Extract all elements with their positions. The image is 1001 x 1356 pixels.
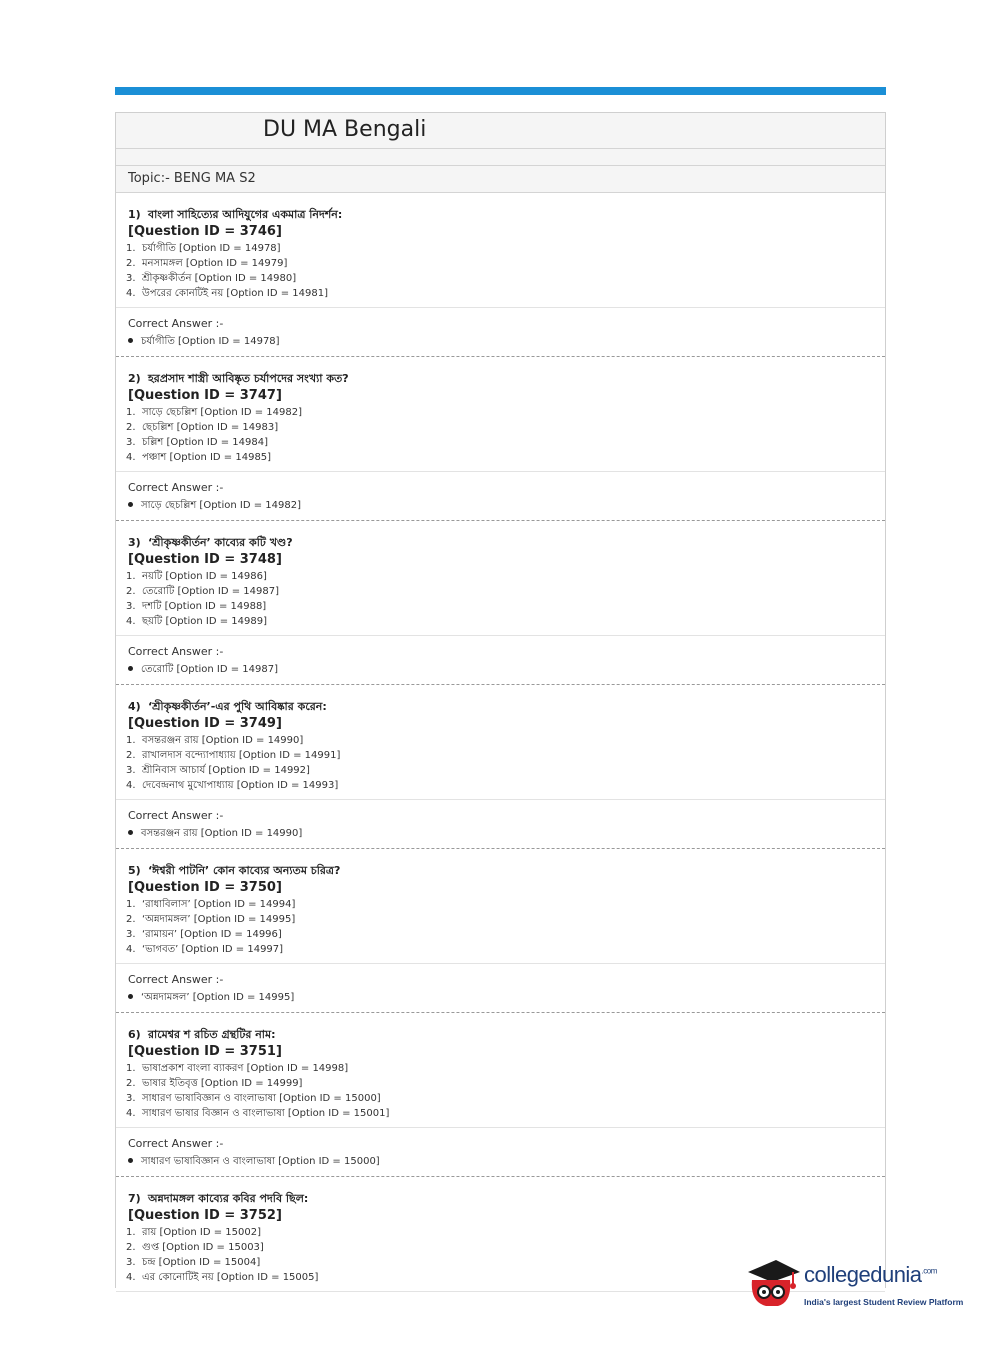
option-number: 4. [126, 1108, 136, 1119]
option-number: 4. [126, 616, 136, 627]
answer-section [116, 472, 885, 520]
question-number: 6) [128, 1028, 141, 1041]
option-number: 2. [126, 258, 136, 269]
option-number: 3. [126, 601, 136, 612]
option-item [128, 733, 873, 748]
correct-answer-text: সাধারণ ভাষাবিজ্ঞান ও বাংলাভাষা [Option ID = 15000] [141, 1156, 380, 1167]
option-list [128, 897, 873, 957]
option-list [128, 241, 873, 301]
question-id: [Question ID = 3746] [128, 224, 282, 239]
question-body [116, 521, 885, 636]
bullet-icon [128, 666, 133, 671]
option-number: 3. [126, 1093, 136, 1104]
option-item [128, 927, 873, 942]
option-item [128, 942, 873, 957]
bullet-icon [128, 994, 133, 999]
question-text [128, 1190, 873, 1207]
option-number: 2. [126, 586, 136, 597]
option-item [128, 778, 873, 793]
option-item [128, 748, 873, 763]
question-stem: ‘ঈশ্বরী পাটনি’ কোন কাব্যের অন্যতম চরিত্র? [148, 864, 341, 877]
logo-wordmark: collegedunia$^{.com}$ [804, 1262, 937, 1287]
question-body [116, 357, 885, 472]
question-number: 4) [128, 700, 141, 713]
correct-answer [128, 826, 873, 841]
option-text: চল্লিশ [Option ID = 14984] [142, 437, 269, 448]
correct-answer [128, 990, 873, 1005]
question-text [128, 206, 873, 223]
question-number: 2) [128, 372, 141, 385]
question-block [116, 357, 885, 521]
question-stem: বাংলা সাহিত্যের আদিযুগের একমাত্র নিদর্শন: [148, 208, 343, 221]
correct-answer-text: সাড়ে ছেচল্লিশ [Option ID = 14982] [141, 500, 301, 511]
option-item [128, 763, 873, 778]
option-number: 2. [126, 422, 136, 433]
option-item [128, 599, 873, 614]
option-item [128, 912, 873, 927]
option-number: 3. [126, 273, 136, 284]
spacer-row [116, 149, 885, 166]
option-text: ভাষাপ্রকাশ বাংলা ব্যাকরণ [Option ID = 14998] [142, 1063, 349, 1074]
question-text [128, 698, 873, 715]
question-id: [Question ID = 3748] [128, 552, 282, 567]
option-number: 4. [126, 1272, 136, 1283]
correct-answer [128, 334, 873, 349]
correct-answer-text: ‘অন্নদামঙ্গল’ [Option ID = 14995] [141, 992, 295, 1003]
option-number: 1. [126, 571, 136, 582]
topic-row [116, 166, 885, 193]
option-item [128, 1076, 873, 1091]
option-number: 2. [126, 1078, 136, 1089]
question-text [128, 1026, 873, 1043]
question-body [116, 685, 885, 800]
option-item [128, 1061, 873, 1076]
answer-section [116, 1128, 885, 1176]
question-body [116, 193, 885, 308]
page-title: DU MA Bengali [263, 117, 427, 142]
correct-answer [128, 662, 873, 677]
option-list [128, 1061, 873, 1121]
option-text: শ্রীকৃষ্ণকীর্তন [Option ID = 14980] [142, 273, 297, 284]
question-stem: অন্নদামঙ্গল কাব্যের কবির পদবি ছিল: [148, 1192, 309, 1205]
option-text: ‘রাধাবিলাস’ [Option ID = 14994] [142, 899, 296, 910]
logo-tagline: India's largest Student Review Platform [804, 1297, 964, 1307]
option-text: দেবেন্দ্রনাথ মুখোপাধ্যায় [Option ID = 14993] [142, 780, 339, 791]
option-text: চন্দ্র [Option ID = 15004] [142, 1257, 261, 1268]
bullet-icon [128, 1158, 133, 1163]
correct-answer-text: চর্যাগীতি [Option ID = 14978] [141, 336, 280, 347]
option-text: শ্রীনিবাস আচার্য [Option ID = 14992] [142, 765, 310, 776]
correct-answer-label: Correct Answer :- [128, 317, 224, 330]
option-text: ছেচল্লিশ [Option ID = 14983] [142, 422, 279, 433]
question-id: [Question ID = 3752] [128, 1208, 282, 1223]
option-number: 1. [126, 899, 136, 910]
option-number: 1. [126, 243, 136, 254]
answer-section [116, 800, 885, 848]
correct-answer-label: Correct Answer :- [128, 1137, 224, 1150]
option-item [128, 1091, 873, 1106]
option-item [128, 584, 873, 599]
question-stem: ‘শ্রীকৃষ্ণকীর্তন’-এর পুথি আবিষ্কার করেন: [148, 700, 327, 713]
option-text: মনসামঙ্গল [Option ID = 14979] [142, 258, 288, 269]
question-stem: ‘শ্রীকৃষ্ণকীর্তন’ কাব্যের কটি খণ্ড? [148, 536, 293, 549]
option-list [128, 733, 873, 793]
correct-answer [128, 498, 873, 513]
question-block [116, 1013, 885, 1177]
question-id: [Question ID = 3751] [128, 1044, 282, 1059]
option-item [128, 271, 873, 286]
option-text: চর্যাগীতি [Option ID = 14978] [142, 243, 281, 254]
option-number: 4. [126, 452, 136, 463]
question-text [128, 534, 873, 551]
option-number: 3. [126, 437, 136, 448]
correct-answer-label: Correct Answer :- [128, 645, 224, 658]
answer-section [116, 964, 885, 1012]
question-stem: রামেশ্বর শ রচিত গ্রন্থটির নাম: [148, 1028, 276, 1041]
option-text: রায় [Option ID = 15002] [142, 1227, 262, 1238]
option-number: 3. [126, 765, 136, 776]
option-text: ‘ভাগবত’ [Option ID = 14997] [142, 944, 284, 955]
option-text: এর কোনোটিই নয় [Option ID = 15005] [142, 1272, 319, 1283]
question-number: 7) [128, 1192, 141, 1205]
option-text: সাধারণ ভাষার বিজ্ঞান ও বাংলাভাষা [Option ID = 15001] [142, 1108, 390, 1119]
correct-answer-text: তেরোটি [Option ID = 14987] [141, 664, 279, 675]
mascot-icon [742, 1250, 804, 1312]
option-item [128, 614, 873, 629]
question-block [116, 849, 885, 1013]
option-list [128, 569, 873, 629]
option-item [128, 450, 873, 465]
option-text: ছয়টি [Option ID = 14989] [142, 616, 267, 627]
topic-label: Topic:- BENG MA S2 [128, 171, 256, 186]
option-item [128, 420, 873, 435]
question-number: 3) [128, 536, 141, 549]
top-accent-bar [115, 87, 886, 95]
option-item [128, 1106, 873, 1121]
option-number: 1. [126, 735, 136, 746]
option-item [128, 241, 873, 256]
question-list [116, 193, 885, 1292]
option-text: উপরের কোনটিই নয় [Option ID = 14981] [142, 288, 328, 299]
option-text: ‘রামায়ন’ [Option ID = 14996] [142, 929, 282, 940]
question-block [116, 193, 885, 357]
bullet-icon [128, 338, 133, 343]
option-number: 4. [126, 944, 136, 955]
option-item [128, 569, 873, 584]
option-item [128, 435, 873, 450]
option-number: 1. [126, 1063, 136, 1074]
question-number: 1) [128, 208, 141, 221]
correct-answer-label: Correct Answer :- [128, 481, 224, 494]
bullet-icon [128, 502, 133, 507]
question-body [116, 1013, 885, 1128]
option-number: 2. [126, 750, 136, 761]
option-text: বসন্তরঞ্জন রায় [Option ID = 14990] [142, 735, 304, 746]
option-number: 2. [126, 1242, 136, 1253]
option-number: 3. [126, 1257, 136, 1268]
answer-section [116, 308, 885, 356]
option-text: ভাষার ইতিবৃত্ত [Option ID = 14999] [142, 1078, 303, 1089]
correct-answer-text: বসন্তরঞ্জন রায় [Option ID = 14990] [141, 828, 303, 839]
option-item [128, 256, 873, 271]
question-id: [Question ID = 3749] [128, 716, 282, 731]
option-text: সাধারণ ভাষাবিজ্ঞান ও বাংলাভাষা [Option ID = 15000] [142, 1093, 381, 1104]
option-item [128, 1225, 873, 1240]
question-text [128, 370, 873, 387]
question-id: [Question ID = 3750] [128, 880, 282, 895]
question-paper [115, 112, 886, 1288]
option-text: সাড়ে ছেচল্লিশ [Option ID = 14982] [142, 407, 302, 418]
option-number: 2. [126, 914, 136, 925]
option-number: 1. [126, 1227, 136, 1238]
question-id: [Question ID = 3747] [128, 388, 282, 403]
option-list [128, 405, 873, 465]
option-text: গুপ্ত [Option ID = 15003] [142, 1242, 264, 1253]
correct-answer-label: Correct Answer :- [128, 809, 224, 822]
answer-section [116, 636, 885, 684]
question-stem: হরপ্রসাদ শাস্ত্রী আবিষ্কৃত চর্যাপদের সংখ্যা কত? [148, 372, 349, 385]
option-number: 4. [126, 780, 136, 791]
question-text [128, 862, 873, 879]
correct-answer [128, 1154, 873, 1169]
option-item [128, 405, 873, 420]
option-number: 1. [126, 407, 136, 418]
question-block [116, 521, 885, 685]
option-text: তেরোটি [Option ID = 14987] [142, 586, 280, 597]
correct-answer-label: Correct Answer :- [128, 973, 224, 986]
option-text: ‘অন্নদামঙ্গল’ [Option ID = 14995] [142, 914, 296, 925]
option-text: দশটি [Option ID = 14988] [142, 601, 267, 612]
collegedunia-logo [742, 1250, 972, 1315]
question-body [116, 849, 885, 964]
option-number: 3. [126, 929, 136, 940]
bullet-icon [128, 830, 133, 835]
option-text: নয়টি [Option ID = 14986] [142, 571, 267, 582]
option-item [128, 897, 873, 912]
option-item [128, 286, 873, 301]
option-text: রাখালদাস বন্দ্যোপাধ্যায় [Option ID = 14991] [142, 750, 341, 761]
option-text: পঞ্চাশ [Option ID = 14985] [142, 452, 272, 463]
option-number: 4. [126, 288, 136, 299]
title-row [116, 113, 885, 149]
question-block [116, 685, 885, 849]
question-number: 5) [128, 864, 141, 877]
